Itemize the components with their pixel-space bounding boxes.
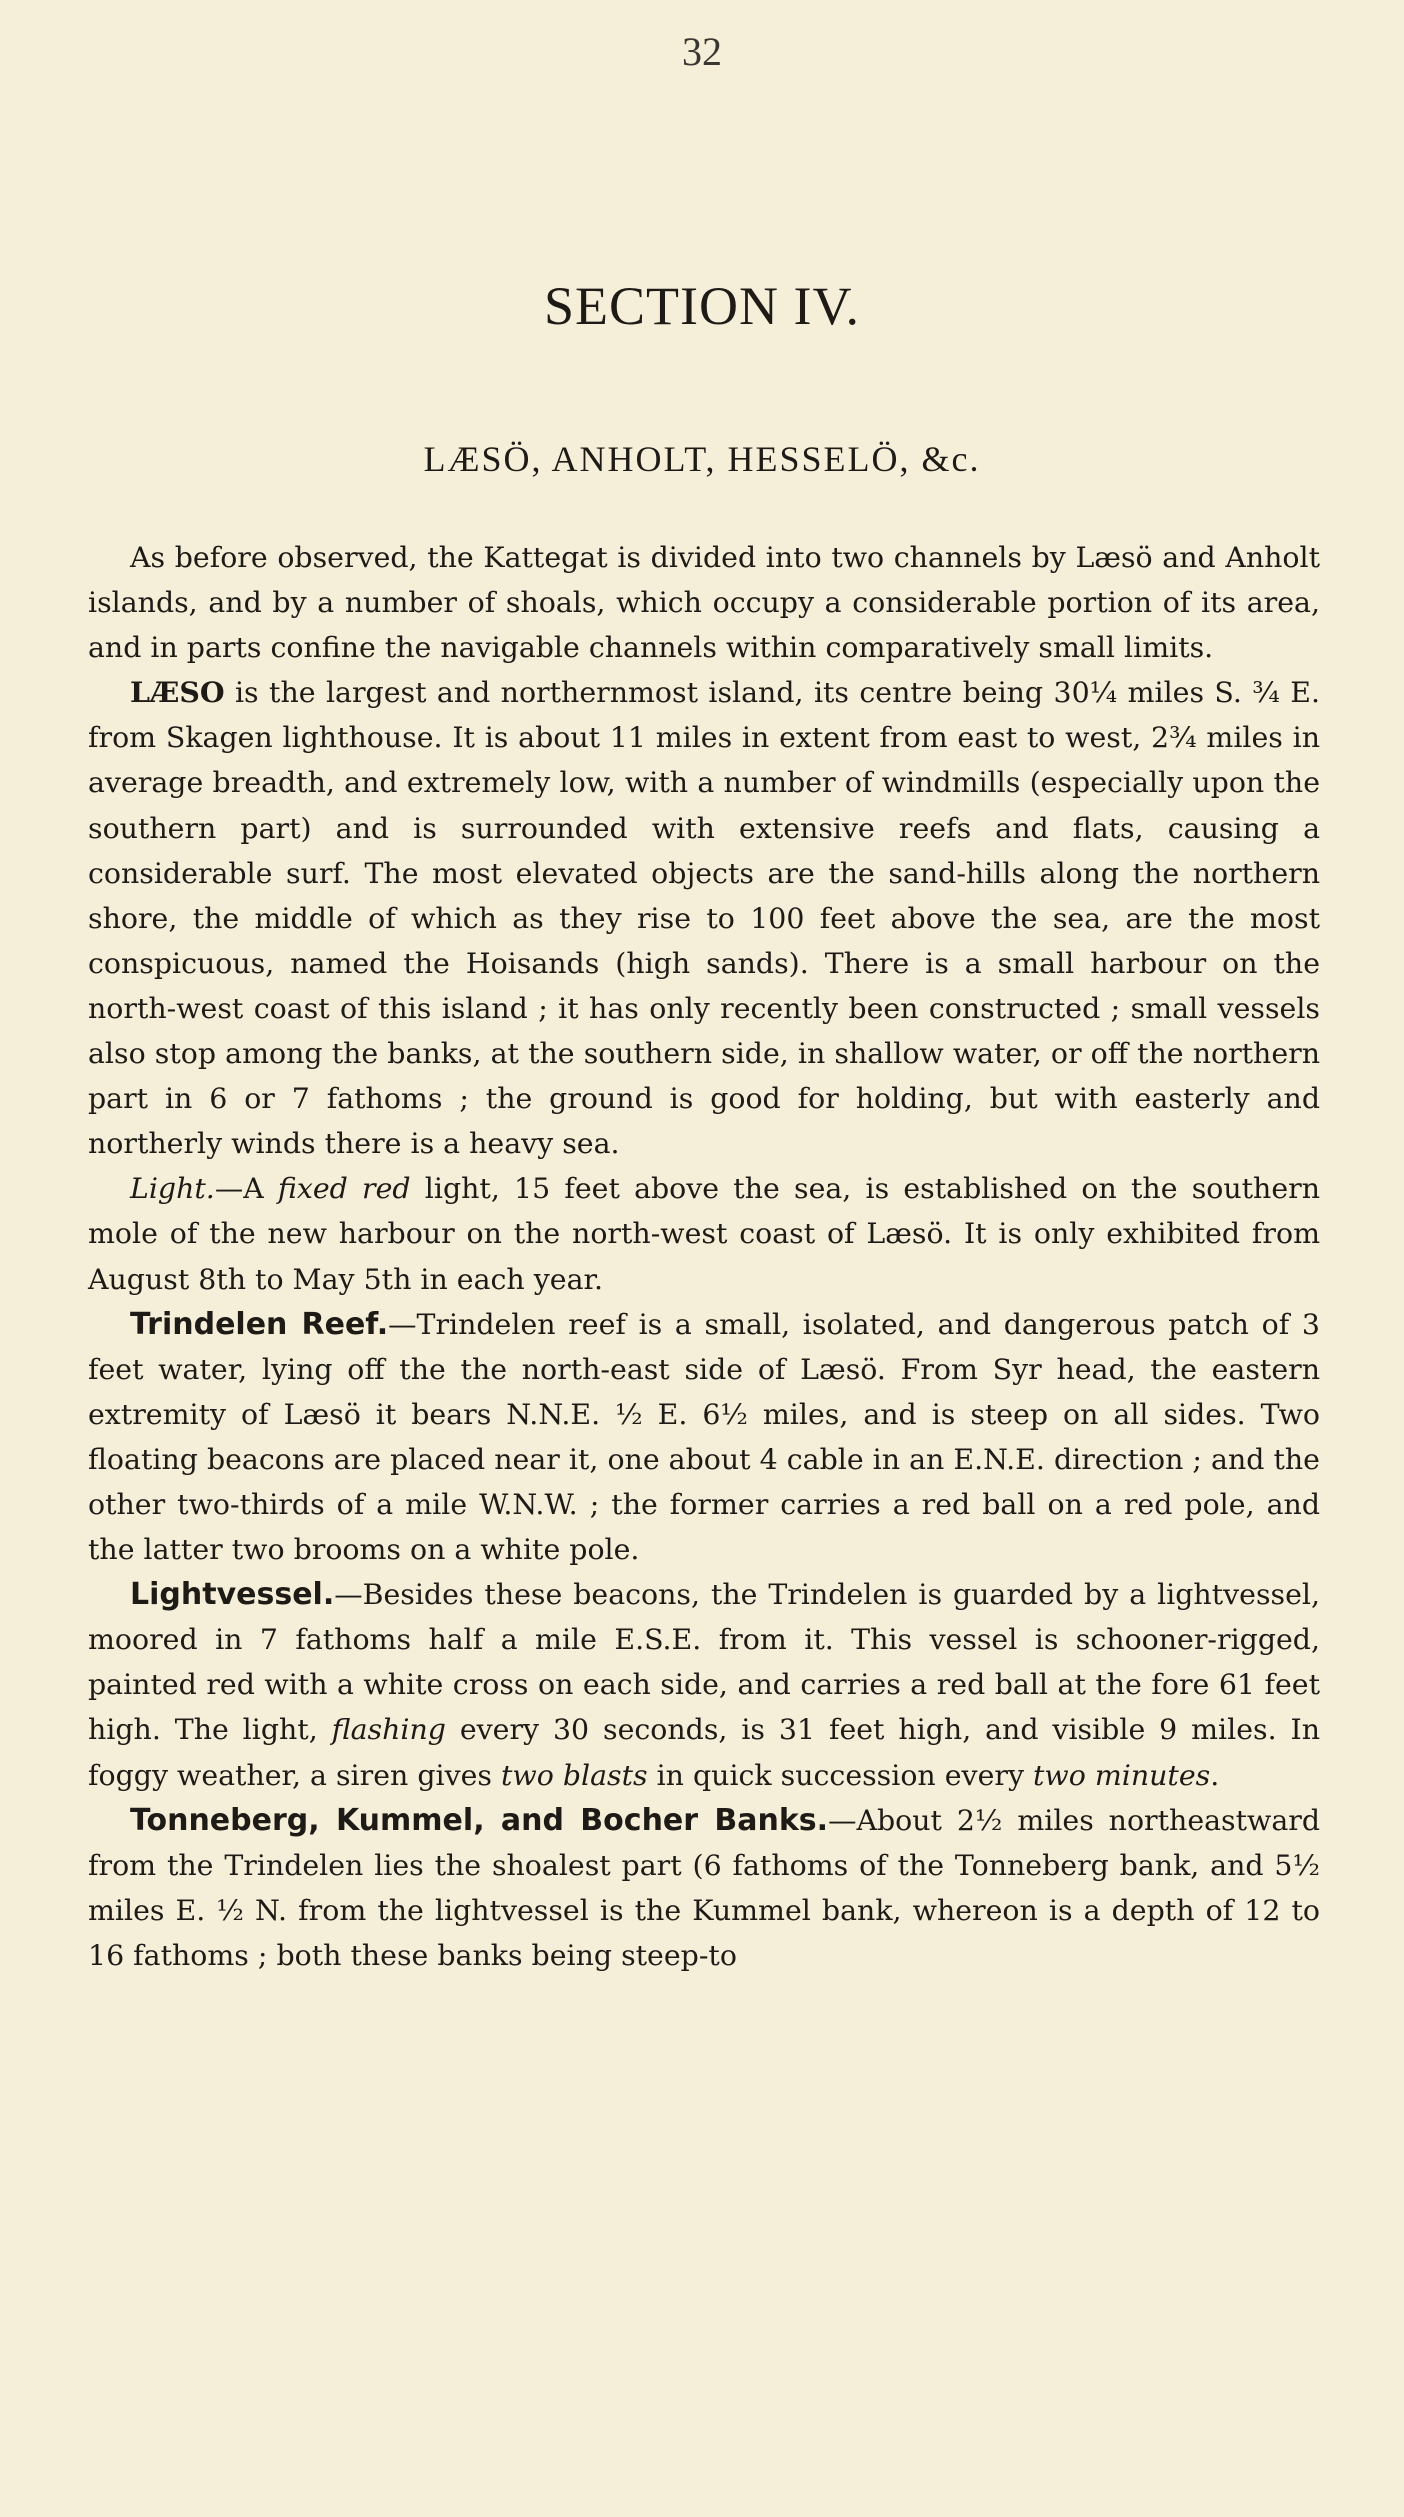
lightvessel-text-c: in quick succession every xyxy=(647,1758,1034,1792)
trindelen-text: —Trindelen reef is a small, isolated, and dangerous patch of 3 feet water, lying off the the north-east side of Læsö. From Syr head, the eastern extremity of Læsö it bears N.N.E. ½ E. 6½ miles, and is steep on all sides. Two floating beacons are placed near it, one about 4 cable in an E.N.E. direction ; and the other two-thirds of a mile W.N.W. ; the former carries a red ball on a red pole, and the latter two brooms on a white pole. xyxy=(88,1307,1320,1567)
lightvessel-two-minutes: two minutes xyxy=(1033,1758,1211,1792)
tonneberg-heading: Tonneberg, Kummel, and Bocher Banks. xyxy=(130,1802,829,1838)
section-subtitle: LÆSÖ, ANHOLT, HESSELÖ, &c. xyxy=(423,439,981,479)
paragraph-intro xyxy=(88,535,1320,670)
paragraph-trindelen xyxy=(88,1302,1320,1573)
lightvessel-heading: Lightvessel. xyxy=(130,1577,335,1613)
section-title: SECTION IV. xyxy=(543,276,860,336)
lightvessel-text-a: —Besides these beacons, the Trindelen is guarded by a lightvessel, moored in 7 fathoms half a mile E.S.E. from it. This vessel is schooner-rigged, painted red with a white cross on each side, and carries a red ball at the fore 61 feet high. The light, xyxy=(88,1578,1320,1747)
body-text xyxy=(88,535,1320,1978)
page-number: 32 xyxy=(682,29,722,74)
intro-text: As before observed, the Kattegat is divided into two channels by Læsö and Anholt islands, and by a number of shoals, which occupy a considerable portion of its area, and in parts confine the navigable channels within comparatively small limits. xyxy=(88,541,1320,665)
lightvessel-text-d: . xyxy=(1210,1758,1220,1792)
paragraph-lightvessel xyxy=(88,1572,1320,1797)
trindelen-heading: Trindelen Reef. xyxy=(130,1306,389,1342)
tonneberg-text: —About 2½ miles northeastward from the Trindelen lies the shoalest part (6 fathoms of the Tonneberg bank, and 5½ miles E. ½ N. from the lightvessel is the Kummel bank, whereon is a depth of 12 to 16 fathoms ; both these banks being steep-to xyxy=(88,1803,1320,1972)
light-heading: Light. xyxy=(130,1172,215,1206)
lightvessel-two-blasts: two blasts xyxy=(501,1758,648,1792)
lightvessel-flashing: flashing xyxy=(331,1713,446,1747)
paragraph-tonneberg xyxy=(88,1798,1320,1978)
light-fixed-red: fixed red xyxy=(277,1172,411,1206)
paragraph-light xyxy=(88,1166,1320,1301)
paragraph-laeso xyxy=(88,670,1320,1166)
light-text: light, 15 feet above the sea, is established on the southern mole of the new harbour on the north-west coast of Læsö. It is only exhibited from August 8th to May 5th in each year. xyxy=(88,1172,1320,1296)
lightvessel-text-b: every 30 seconds, is 31 feet high, and visible 9 miles. In foggy weather, a siren gives xyxy=(88,1713,1321,1792)
laeso-text: is the largest and northernmost island, its centre being 30¼ miles S. ¾ E. from Skagen lighthouse. It is about 11 miles in extent from east to west, 2¾ miles in average breadth, and extremely low, with a number of windmills (especially upon the southern part) and is surrounded with extensive reefs and flats, causing a considerable surf. The most elevated objects are the sand-hills along the northern shore, the middle of which as they rise to 100 feet above the sea, are the most conspicuous, named the Hoisands (high sands). There is a small harbour on the north-west coast of this island ; it has only recently been constructed ; small vessels also stop among the banks, at the southern side, in shallow water, or off the northern part in 6 or 7 fathoms ; the ground is good for holding, but with easterly and northerly winds there is a heavy sea. xyxy=(88,676,1320,1161)
laeso-heading: LÆSO xyxy=(130,675,225,710)
light-dash: —A xyxy=(214,1172,278,1206)
